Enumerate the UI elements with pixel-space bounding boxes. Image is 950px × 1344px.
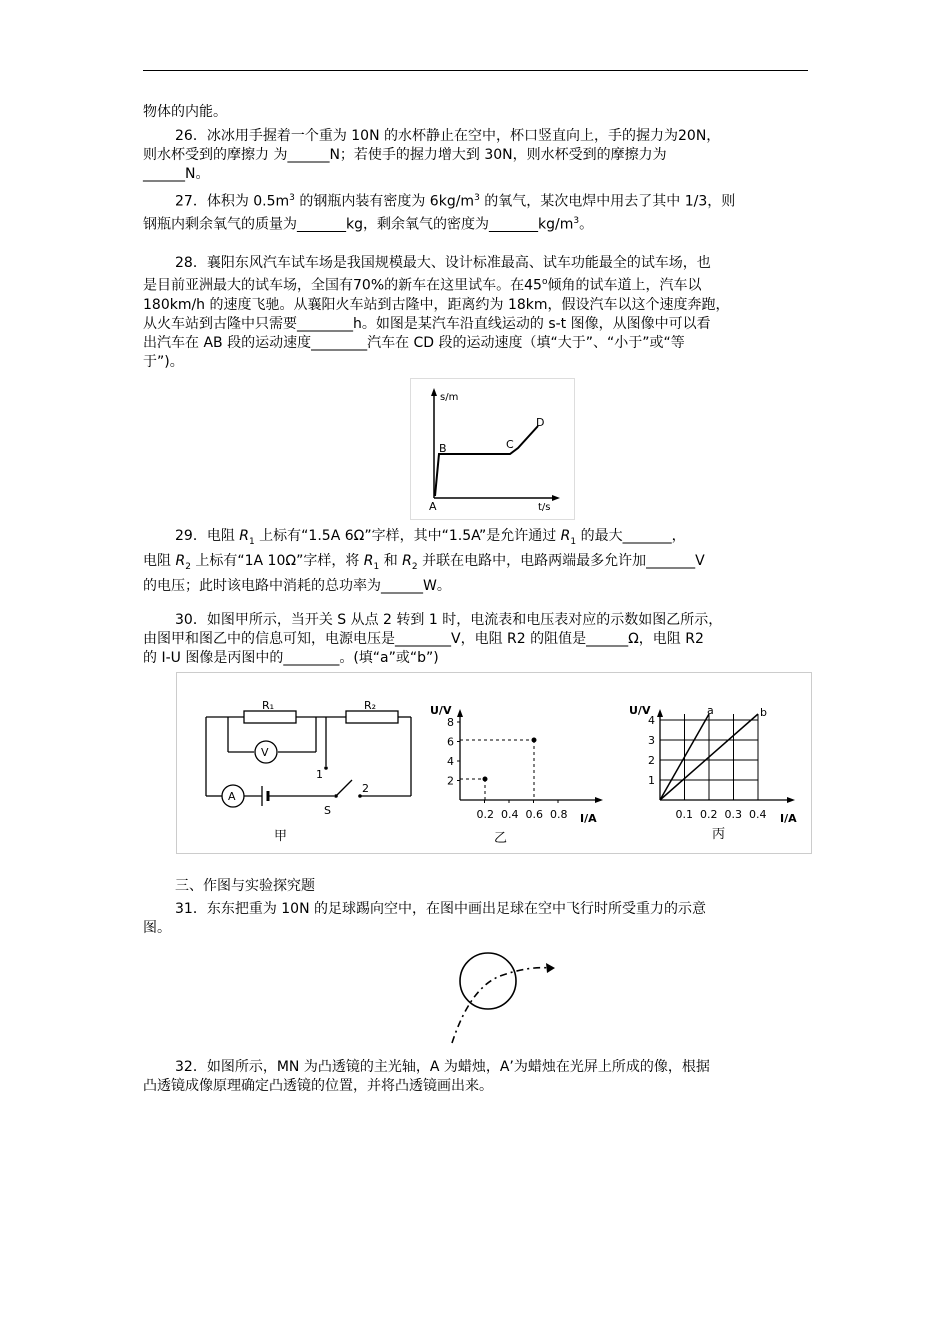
yi-y-tick-label: 4 — [447, 755, 454, 768]
caption-bing: 丙 — [712, 827, 726, 842]
switch-label: S — [324, 804, 331, 817]
q32-line-1: 32．如图所示，MN 为凸透镜的主光轴，A 为蜡烛，A’为蜡烛在光屏上所成的像，根据 — [175, 1059, 710, 1075]
yi-x-tick-label: 0.2 — [476, 808, 494, 821]
bing-x-tick-label: 0.1 — [675, 808, 693, 821]
st-point-d: D — [536, 416, 545, 429]
q28-line-3: 180km/h 的速度飞驰。从襄阳火车站到古隆中，距离约为 18km，假设汽车以这个速度奔跑， — [143, 296, 730, 313]
q26-line-1: 26．冰冰用手握着一个重为 10N 的水杯静止在空中，杯口竖直向上，手的握力为20N， — [175, 128, 721, 144]
ammeter-label: A — [228, 790, 236, 803]
bing-y-label: U/V — [629, 704, 651, 717]
section-3 — [143, 877, 808, 896]
question-30 — [143, 611, 808, 668]
caption-jia: 甲 — [274, 829, 288, 844]
header-rule — [143, 70, 808, 71]
intro-line: 物体的内能。 — [143, 104, 227, 120]
q30-figure — [176, 672, 812, 854]
yi-y-tick-label: 6 — [447, 735, 454, 749]
yi-x-tick-label: 0.6 — [525, 808, 543, 821]
q29-line-3: 的电压；此时该电路中消耗的总功率为______W。 — [143, 577, 451, 594]
q28-line-1: 28．襄阳东风汽车试车场是我国规模最大、设计标准最高、试车功能最全的试车场，也 — [175, 255, 711, 271]
bing-y-tick-label: 2 — [648, 754, 655, 767]
q26-line-3: ______N。 — [143, 166, 210, 182]
q29-line-1: 29．电阻 $R_1$ 上标有“1.5A 6Ω”字样，其中“1.5A”是允许通过 $R_1$ 的最大_______， — [175, 528, 686, 547]
q32-line-2: 凸透镜成像原理确定凸透镜的位置，并将凸透镜画出来。 — [143, 1078, 493, 1094]
question-31 — [143, 900, 808, 938]
q28-line-2: 是目前亚洲最大的试车场，全国有70%的新车在这里试车。在45$^o$倾角的试车道上，汽车以 — [143, 277, 702, 294]
contact-2-label: 2 — [362, 782, 369, 795]
st-y-label: s/m — [440, 392, 459, 403]
q27-line-1: 27．体积为 $0.5m^3$ 的钢瓶内装有密度为 $6kg/m^3$ 的氧气，某次电焊中用去了其中 1/3，则 — [175, 193, 736, 210]
bing-x-label: I/A — [780, 812, 797, 825]
yi-x-tick-label: 0.8 — [550, 808, 568, 821]
question-28 — [143, 254, 808, 372]
caption-yi: 乙 — [494, 831, 508, 846]
yi-y-label: U/V — [430, 704, 452, 717]
st-point-c: C — [506, 438, 514, 451]
q28-line-6: 于”)。 — [143, 353, 184, 370]
yi-point-2 — [532, 738, 537, 743]
yi-x-label: I/A — [580, 812, 597, 825]
contact-1-label: 1 — [316, 768, 323, 781]
bing-x-tick-label: 0.3 — [724, 808, 742, 821]
q30-line-3: 的 I-U 图像是丙图中的________。(填“a”或“b”) — [143, 650, 439, 666]
trajectory-arrow — [546, 963, 555, 973]
line-b-label: b — [760, 706, 767, 719]
st-graph-figure — [410, 378, 575, 520]
section-3-title: 三、作图与实验探究题 — [175, 878, 315, 894]
bing-y-tick-label: 1 — [648, 774, 655, 787]
q30-line-1: 30．如图甲所示，当开关 S 从点 2 转到 1 时，电流表和电压表对应的示数如图乙所示， — [175, 612, 723, 628]
bing-x-tick-label: 0.2 — [700, 808, 718, 821]
bing-y-tick-label: 3 — [648, 734, 655, 747]
football-figure — [440, 948, 570, 1048]
football — [460, 953, 516, 1009]
question-27 — [143, 189, 808, 234]
yi-point-1 — [483, 777, 488, 782]
q28-line-4: 从火车站到古隆中只需要________h。如图是某汽车沿直线运动的 s-t 图像，从图像中可以看 — [143, 315, 711, 332]
voltmeter-label: V — [261, 746, 269, 759]
yi-y-tick-label: 2 — [447, 774, 454, 788]
st-point-a: A — [429, 500, 437, 513]
intro-text — [143, 103, 808, 122]
r1-label: R₁ — [262, 699, 275, 712]
q26-line-2: 则水杯受到的摩擦力 为______N；若使手的握力增大到 30N，则水杯受到的摩擦力为 — [143, 147, 667, 163]
r2-label: R₂ — [364, 699, 377, 712]
q31-line-2: 图。 — [143, 920, 171, 936]
yi-y-tick-label: 8 — [447, 716, 454, 729]
q29-line-2: 电阻 $R_2$ 上标有“1A 10Ω”字样，将 $R_1$ 和 $R_2$ 并联在电路中，电路两端最多允许加_______V — [143, 552, 705, 572]
st-x-label: t/s — [538, 502, 551, 513]
st-point-b: B — [439, 442, 447, 455]
yi-x-tick-label: 0.4 — [501, 808, 519, 821]
line-a-label: a — [707, 704, 714, 717]
q28-line-5: 出汽车在 AB 段的运动速度________汽车在 CD 段的运动速度（填“大于”、“小于”或“等 — [143, 334, 685, 351]
resistor-r2 — [346, 711, 398, 723]
q27-line-2: 钢瓶内剩余氧气的质量为_______kg，剩余氧气的密度为$\_\_\_\_\_\_\_kg/m^3$。 — [143, 215, 594, 233]
question-32 — [143, 1058, 808, 1096]
question-26 — [143, 127, 808, 184]
question-29 — [143, 527, 808, 596]
q31-line-1: 31．东东把重为 10N 的足球踢向空中，在图中画出足球在空中飞行时所受重力的示意 — [175, 901, 706, 917]
bing-x-tick-label: 0.4 — [749, 808, 767, 821]
bing-y-tick-label: 4 — [648, 714, 655, 727]
q30-line-2: 由图甲和图乙中的信息可知，电源电压是________V，电阻 R2 的阻值是______Ω，电阻 R2 — [143, 631, 704, 647]
resistor-r1 — [244, 711, 296, 723]
